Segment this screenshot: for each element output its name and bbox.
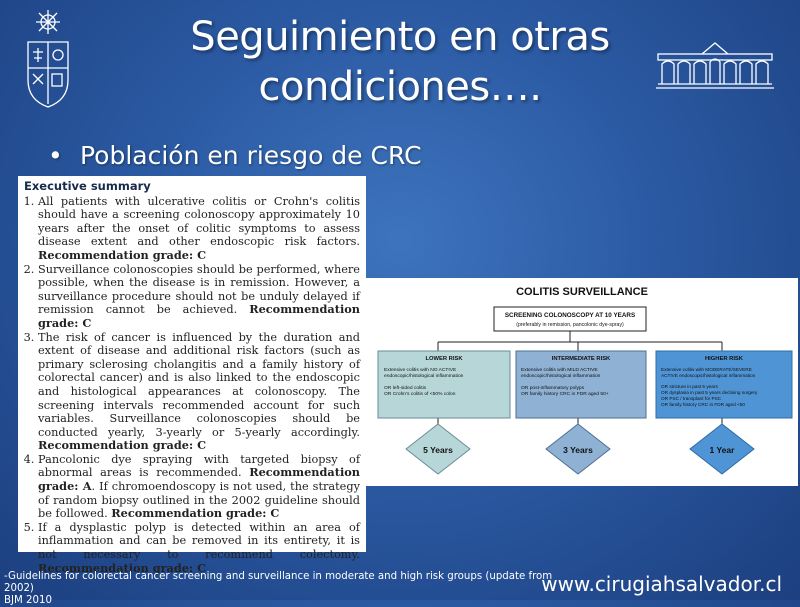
- list-item-text: All patients with ulcerative colitis or Crohn's colitis should have a screening colonoscopy approximately 10 years after the onset of colitic symptoms to assess disease extent and other endoscopic risk factors.: [38, 194, 360, 249]
- risk-criteria-line: OR family history CRC in FDR aged 50+: [521, 392, 609, 397]
- risk-criteria-line: Extensive colitis with MODERATE/SEVERE: [661, 367, 752, 372]
- website-url: www.cirugiahsalvador.cl: [541, 572, 782, 596]
- recommendation-grade: Recommendation grade: A: [38, 465, 360, 494]
- university-crest-logo: [22, 8, 74, 110]
- screening-box-line-2: (preferably in remission, pancolonic dye-spray): [516, 322, 624, 328]
- risk-criteria-line: OR Crohn's colitis of <50% colon: [384, 392, 456, 397]
- risk-heading-higher: HIGHER RISK: [704, 356, 744, 362]
- risk-criteria-line: endoscopic/histological inflammation: [521, 374, 601, 379]
- risk-criteria-line: endoscopic/histological inflammation: [384, 374, 464, 379]
- list-item-text: Surveillance colonoscopies should be performed, where possible, when the disease is in remission. However, a surveillance procedure should not be unduly delayed if remission cannot be achieved.: [38, 262, 360, 317]
- risk-criteria-line: OR left-sided colitis: [384, 386, 427, 391]
- executive-summary-panel: [18, 176, 366, 575]
- risk-heading-intermediate: INTERMEDIATE RISK: [551, 356, 611, 362]
- risk-criteria-line: OR family history CRC in FDR aged <50: [661, 402, 746, 407]
- list-item-text: The risk of cancer is influenced by the duration and extent of disease and additional risk factors (such as primary sclerosing cholangitis and a family history of colorectal cancer) and is also linked to the endoscopic and histological appearances at colonoscopy. The screening intervals recommended account for such variables. Surveillance colonoscopies should be conducted yearly, 3-yearly or 5-yearly accordingly.: [38, 330, 360, 439]
- executive-summary-list: [24, 195, 360, 576]
- list-item: [38, 195, 360, 263]
- citation-line-2: BJM 2010: [4, 595, 52, 606]
- list-item: [38, 521, 360, 575]
- bullet-dot-icon: •: [48, 141, 63, 170]
- risk-heading-lower: LOWER RISK: [425, 356, 463, 362]
- diagram-title: COLITIS SURVEILLANCE: [516, 286, 648, 298]
- list-item-text: If a dysplastic polyp is detected within an area of inflammation and can be removed in its entirety, it is not necessary to recommend colectomy.: [38, 520, 360, 562]
- hospital-building-logo: [654, 40, 776, 92]
- interval-higher: 1 Year: [709, 445, 735, 455]
- citation: [4, 571, 584, 607]
- list-item-text: . If chromoendoscopy is not used, the strategy of random biopsy outlined in the 2002 guideline should be followed.: [38, 480, 360, 521]
- recommendation-grade: Recommendation grade: C: [38, 560, 207, 575]
- interval-intermediate: 3 Years: [563, 445, 593, 455]
- risk-criteria-line: Extensive colitis with MILD ACTIVE: [521, 368, 598, 373]
- list-item: [38, 331, 360, 453]
- bullet-text: Población en riesgo de CRC: [80, 141, 422, 170]
- interval-lower: 5 Years: [423, 445, 453, 455]
- list-item-text: Pancolonic dye spraying with targeted biopsy of abnormal areas is recommended.: [38, 452, 360, 480]
- recommendation-grade: Recommendation grade: C: [38, 247, 207, 262]
- citation-line-1: -Guidelines for colorectal cancer screening and surveillance in moderate and high risk groups (update from 2002): [4, 571, 553, 594]
- slide-title-line-1: Seguimiento en otras: [190, 14, 610, 60]
- risk-criteria-line: ACTIVE endoscopic/histological inflammation: [661, 373, 756, 378]
- executive-summary-heading: Executive summary: [24, 179, 151, 193]
- recommendation-grade: Recommendation grade: C: [111, 506, 280, 521]
- slide-title: [150, 12, 650, 112]
- risk-criteria-line: OR PSC / transplant for PSC: [661, 396, 722, 401]
- recommendation-grade: Recommendation grade: C: [38, 302, 360, 330]
- recommendation-grade: Recommendation grade: C: [38, 438, 207, 453]
- list-item: [38, 453, 360, 521]
- risk-criteria-line: Extensive colitis with NO ACTIVE: [384, 368, 457, 373]
- bullet-point: [48, 140, 422, 172]
- slide-title-line-2: condiciones….: [258, 64, 542, 110]
- list-item: [38, 263, 360, 331]
- screening-box-line-1: SCREENING COLONOSCOPY AT 10 YEARS: [504, 312, 636, 319]
- risk-criteria-line: OR post-inflammatory polyps: [521, 386, 585, 391]
- colitis-surveillance-diagram: [366, 278, 798, 486]
- risk-criteria-line: OR dysplasia in past 5 years declining surgery: [661, 390, 758, 395]
- risk-criteria-line: OR stricture in past 5 years: [661, 384, 718, 389]
